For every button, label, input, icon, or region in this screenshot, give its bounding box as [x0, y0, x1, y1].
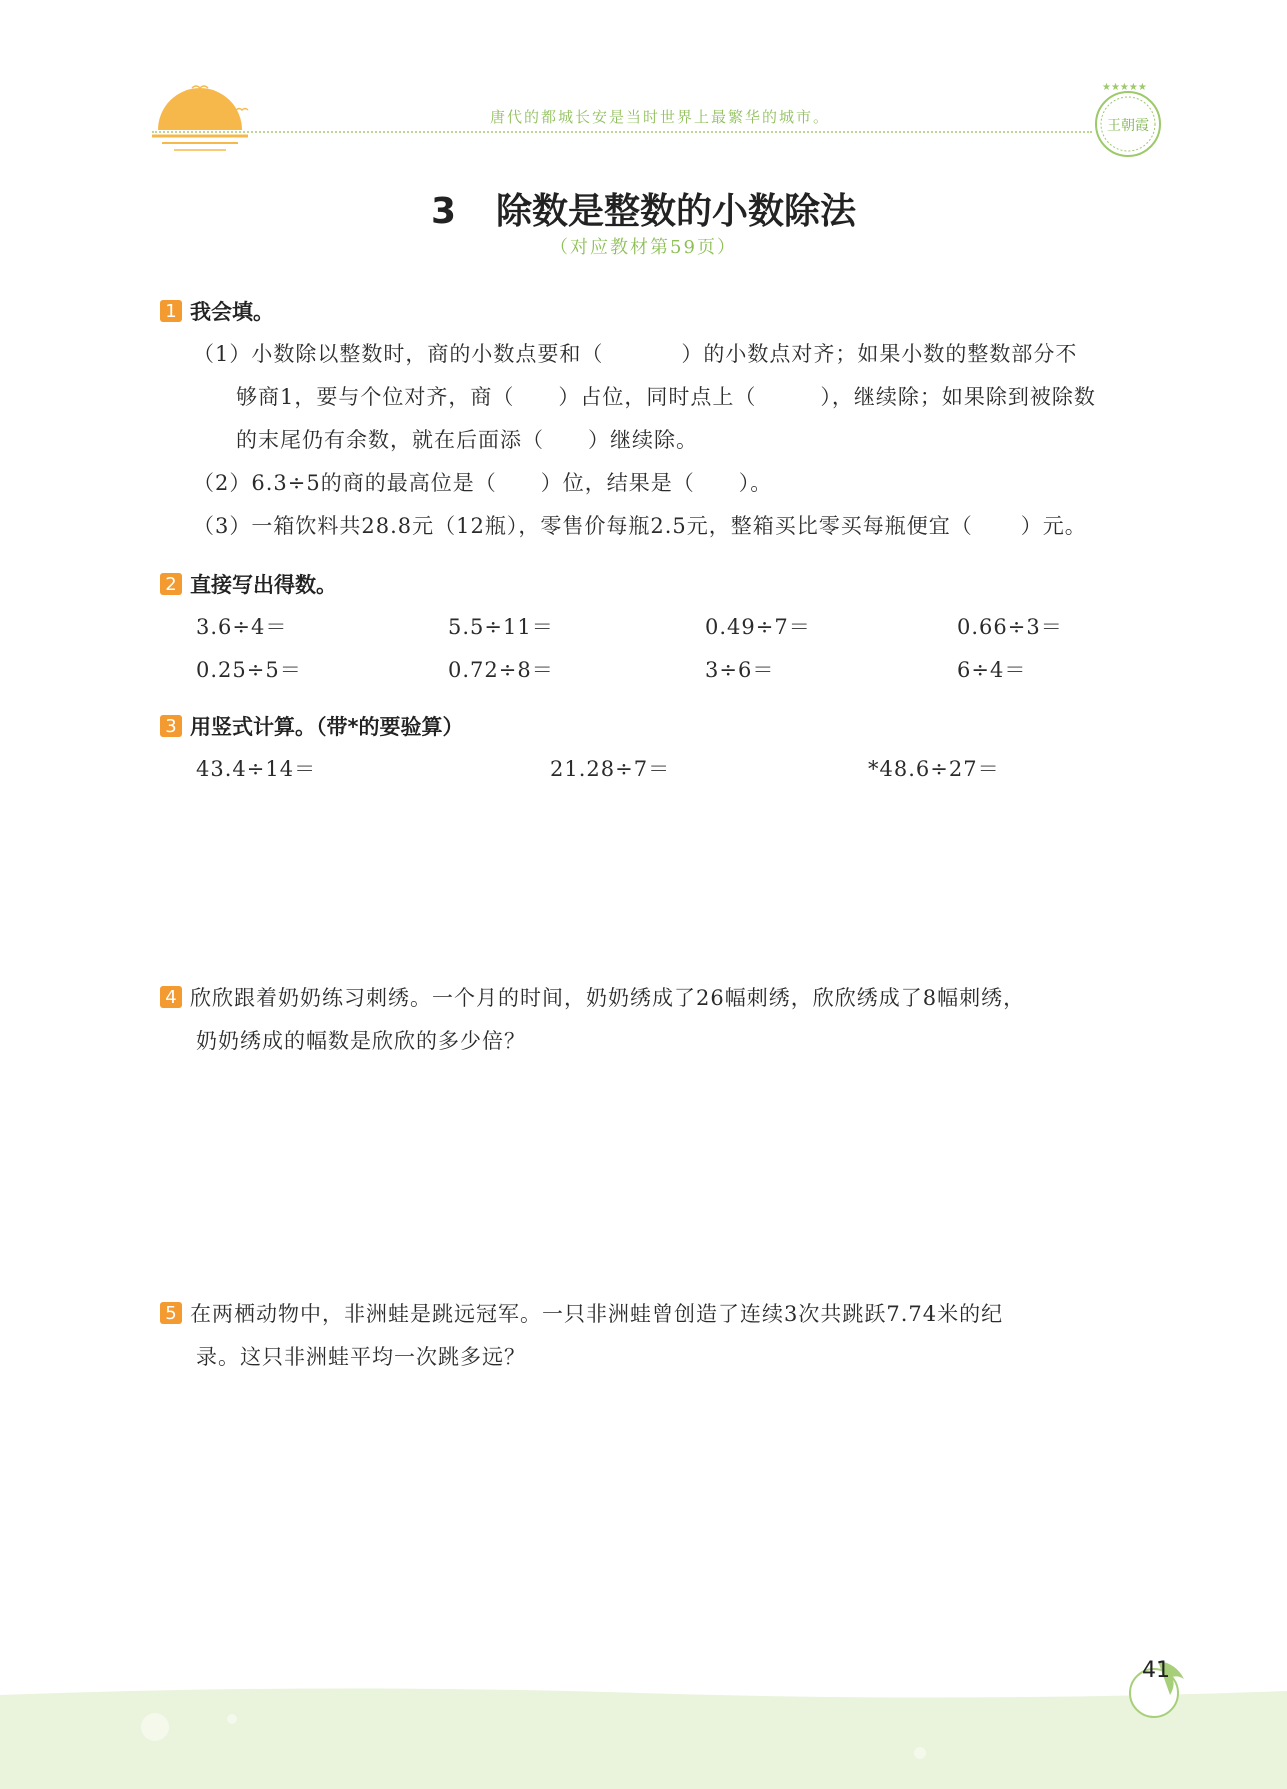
text: （1）小数除以整数时，商的小数点要和（ — [193, 342, 604, 366]
section-2-header — [160, 569, 337, 599]
q2-line — [193, 467, 772, 497]
word-problem-text: 欣欣跟着奶奶练习刺绣。一个月的时间，奶奶绣成了26幅刺绣，欣欣绣成了8幅刺绣， — [190, 986, 1026, 1010]
mental-math-item: 0.72÷8＝ — [448, 658, 554, 682]
text: （2）6.3÷5的商的最高位是（ — [193, 471, 497, 495]
q1-line-2 — [236, 381, 1096, 411]
footer-decoration — [0, 1683, 1287, 1789]
mental-math-item: 6÷4＝ — [957, 658, 1027, 682]
text: ）。 — [738, 471, 773, 495]
section-title: 我会填。 — [190, 300, 274, 324]
section-number: 4 — [160, 986, 182, 1008]
q3-line — [193, 510, 1087, 540]
text: ）元。 — [1020, 514, 1087, 538]
mental-math-item: 0.66÷3＝ — [957, 615, 1063, 639]
section-number: 1 — [160, 300, 182, 322]
text: 的末尾仍有余数，就在后面添（ — [236, 428, 544, 452]
brand-logo — [1088, 76, 1168, 166]
mental-math-item: 0.49÷7＝ — [705, 615, 811, 639]
mental-math-item: 3.6÷4＝ — [196, 615, 288, 639]
header-tagline: 唐代的都城长安是当时世界上最繁华的城市。 — [489, 108, 830, 126]
section-1-header — [160, 296, 274, 326]
vertical-calc-item: 21.28÷7＝ — [550, 757, 671, 781]
q1-line-1 — [193, 338, 1077, 368]
lesson-number: 3 — [430, 191, 457, 232]
section-4-header — [160, 982, 1025, 1012]
mental-math-item: 3÷6＝ — [705, 658, 775, 682]
svg-text:★★★★★: ★★★★★ — [1102, 82, 1147, 93]
section-number: 5 — [160, 1302, 182, 1324]
text: （3）一箱饮料共28.8元（12瓶），零售价每瓶2.5元，整箱买比零买每瓶便宜（ — [193, 514, 973, 538]
text: ），继续除；如果除到被除数 — [820, 385, 1096, 409]
svg-text:王朝霞: 王朝霞 — [1107, 118, 1149, 134]
vertical-calc-item: *48.6÷27＝ — [868, 757, 1000, 781]
mental-math-item: 0.25÷5＝ — [196, 658, 302, 682]
text: ）位，结果是（ — [540, 471, 695, 495]
lesson-title: 除数是整数的小数除法 — [496, 191, 857, 232]
section-number: 2 — [160, 573, 182, 595]
sunset-icon — [150, 80, 250, 180]
header-divider — [152, 131, 1092, 133]
text: ）占位，同时点上（ — [558, 385, 757, 409]
word-problem-text: 奶奶绣成的幅数是欣欣的多少倍？ — [196, 1029, 526, 1053]
word-problem-text: 在两栖动物中，非洲蛙是跳远冠军。一只非洲蛙曾创造了连续3次共跳跃7.74米的纪 — [190, 1302, 1004, 1326]
page-number: 41 — [1142, 1657, 1170, 1683]
word-problem-text: 录。这只非洲蛙平均一次跳多远？ — [196, 1345, 526, 1369]
vertical-calc-item: 43.4÷14＝ — [196, 757, 317, 781]
textbook-reference: （对应教材第59页） — [550, 237, 737, 258]
section-3-header — [160, 711, 463, 741]
text: ）的小数点对齐；如果小数的整数部分不 — [681, 342, 1078, 366]
text: ）继续除。 — [588, 428, 698, 452]
page-title — [0, 183, 1287, 234]
section-title: 用竖式计算。（带*的要验算） — [190, 715, 464, 739]
q1-line-3 — [236, 424, 698, 454]
section-title: 直接写出得数。 — [190, 573, 337, 597]
section-number: 3 — [160, 715, 182, 737]
text: 够商1，要与个位对齐，商（ — [236, 385, 515, 409]
section-5-header — [160, 1298, 1003, 1328]
mental-math-item: 5.5÷11＝ — [448, 615, 554, 639]
